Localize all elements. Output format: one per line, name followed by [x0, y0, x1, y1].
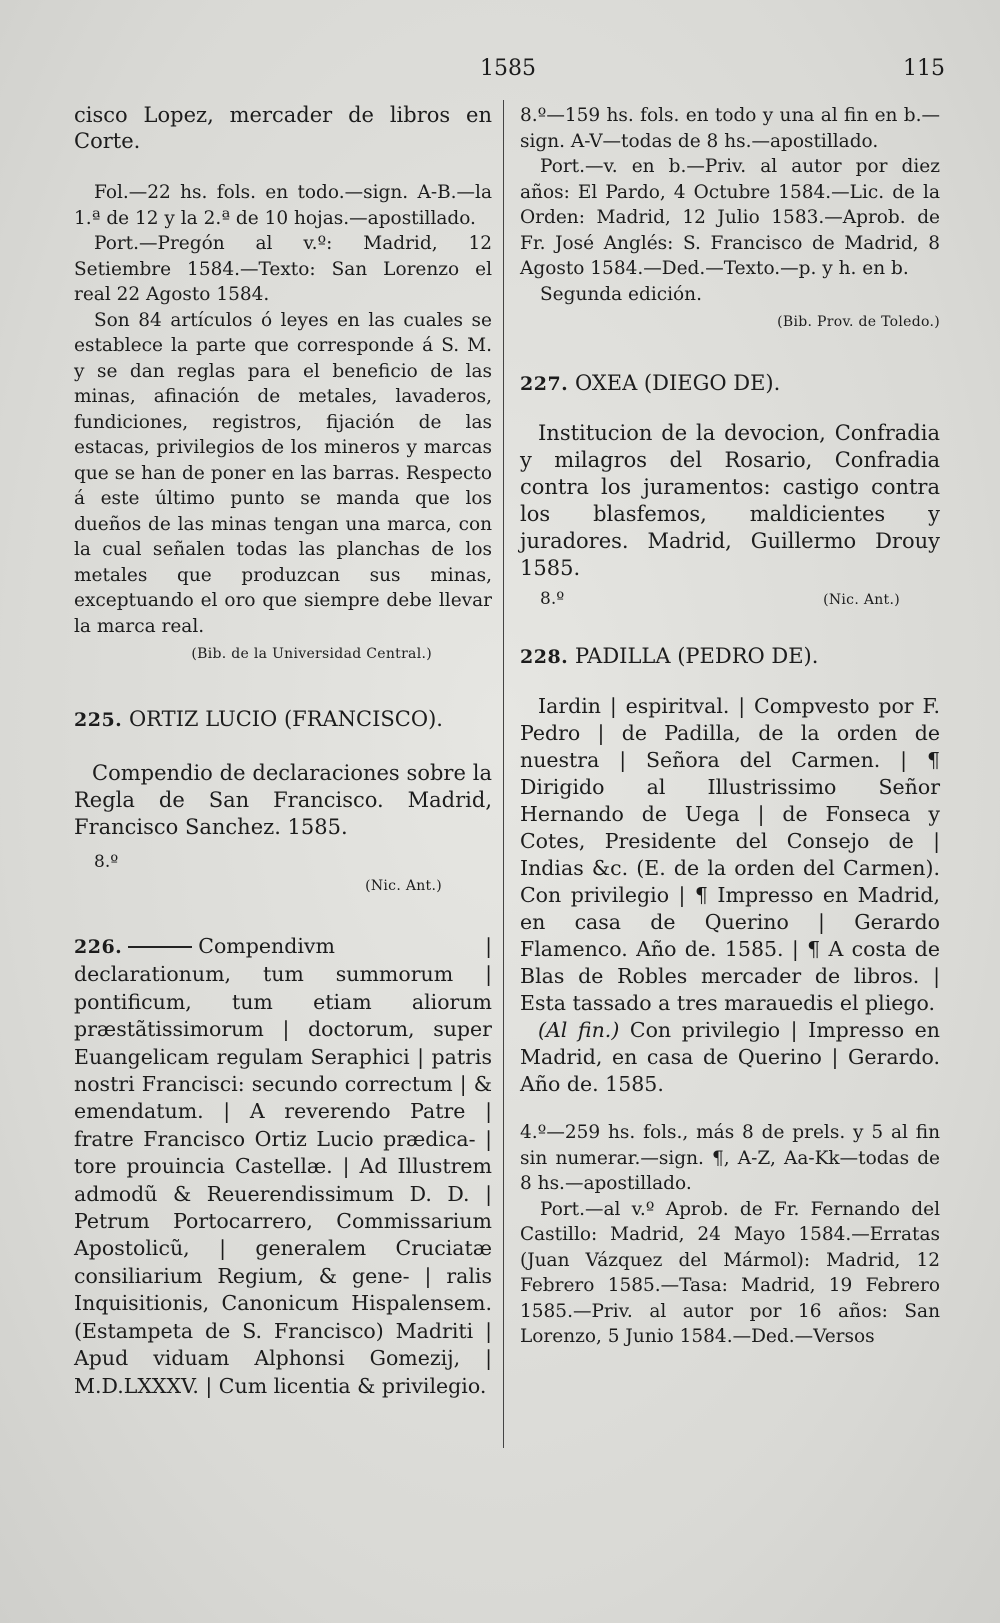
left-column — [74, 103, 492, 1400]
location-note: (Nic. Ant.) — [365, 878, 442, 894]
port-text: Port.—v. en b.—Priv. al autor por diez años: El Pardo, 4 Octubre 1584.—Lic. de la Orden: Madrid, 12 Julio 1583.—Aprob. de Fr. José Anglés: S. Francisco de Madrid, 8 Agosto 1584.—Ded.—Texto.—p. y h. en b. — [520, 156, 940, 279]
page-number: 115 — [903, 56, 945, 81]
continuation-text: cisco Lopez, mercader de libros en Corte. — [74, 103, 492, 153]
summary-text: Son 84 artículos ó leyes en las cuales se establece la parte que corresponde á S. M. y se dan reglas para el beneficio de las minas, afinación de metales, lavaderos, fundiciones, registros, fijación de las estacas, privilegios de los mineros y marcas que se han de poner en las barras. Respecto á este último punto se manda que los dueños de las minas tengan una marca, con la cual señalen todas las planchas de los metales que produzcan sus minas, exceptuando el oro que siempre debe llevar la marca real. — [74, 309, 492, 637]
entry-number: 227. — [520, 373, 569, 395]
location-note: (Nic. Ant.) — [823, 592, 900, 608]
entry-format: 8.º — [94, 852, 119, 872]
entry-number: 226. — [74, 936, 123, 958]
entry-227 — [520, 369, 940, 612]
colophon-label: (Al fin.) — [538, 1018, 620, 1042]
column-divider — [503, 100, 504, 1448]
entry-format-row — [74, 849, 492, 875]
location-note: (Bib. Prov. de Toledo.) — [777, 314, 940, 330]
entry-author: ORTIZ LUCIO (FRANCISCO). — [128, 707, 443, 731]
entry-title: Compendivm | declarationum, tum summorum | pontificum, tum etiam aliorum præstãtissimorum | doctorum, super Euangelicam regulam Seraphici | patris nostri Francisci: secundo correctum | & emendatum. | A reverendo Patre | fratre Francisco Ortiz Lucio prædica- | tore prouincia Castellæ. | Ad Illustrem admodũ & Reuerendissimum D. D. | Petrum Portocarrero, Commissarium Apostolicũ, | generalem Cruciatæ consiliarium Regium, & gene- | ralis Inquisitionis, Canonicum Hispalensem. (Estampeta de S. Francisco) Madriti | Apud viduam Alphonsi Gomezij, | M.D.LXXXV. | Cum licentia & privilegio. — [74, 934, 492, 1398]
header-year: 1585 — [480, 56, 536, 81]
entry-author: PADILLA (PEDRO DE). — [574, 644, 819, 668]
collation-text: Fol.—22 hs. fols. en todo.—sign. A-B.—la 1.ª de 12 y la 2.ª de 10 hojas.—apostillado. — [74, 182, 492, 229]
entry-format: 8.º — [540, 589, 565, 609]
entry-format-row — [520, 586, 940, 612]
entry-heading — [520, 369, 940, 398]
entry-heading — [74, 705, 492, 734]
collation-text: 4.º—259 hs. fols., más 8 de prels. y 5 al fin sin numerar.—sign. ¶, A-Z, Aa-Kk—todas de 8 hs.—apostillado. — [520, 1122, 940, 1194]
entry-title: Institucion de la devocion, Confradia y milagros del Rosario, Confradia contra los juramentos: castigo contra los blasfemos, maldicientes y juradores. Madrid, Guillermo Drouy 1585. — [520, 421, 940, 580]
ditto-dash — [128, 946, 192, 948]
entry-title: Compendio de declaraciones sobre la Regla de San Francisco. Madrid, Francisco Sanchez. 1585. — [74, 761, 492, 839]
colophon-text: Con privilegio | Impresso en Madrid, en casa de Querino | Gerardo. Año de. 1585. — [520, 1018, 940, 1096]
entry-226 — [74, 933, 492, 1400]
port-text: Port.—al v.º Aprob. de Fr. Fernando del Castillo: Madrid, 24 Mayo 1584.—Erratas (Juan Vázquez del Mármol): Madrid, 12 Febrero 1585.—Tasa: Madrid, 19 Febrero 1585.—Priv. al autor por 16 años: San Lorenzo, 5 Junio 1584.—Ded.—Versos — [520, 1198, 940, 1347]
entry-author: OXEA (DIEGO DE). — [574, 371, 781, 395]
entry-text — [74, 933, 492, 1400]
colophon — [520, 1017, 940, 1098]
right-column — [520, 103, 940, 1350]
entry-225 — [74, 705, 492, 897]
entry-heading — [520, 642, 940, 671]
location-note: (Bib. de la Universidad Central.) — [191, 646, 432, 662]
running-header — [0, 56, 1000, 90]
entry-number: 225. — [74, 709, 123, 731]
entry-number: 228. — [520, 646, 569, 668]
entry-228 — [520, 642, 940, 1350]
entry-title: Iardin | espiritval. | Compvesto por F. Pedro | de Padilla, de la orden de nuestra | Señora del Carmen. | ¶ Dirigido al Illustrissimo Señor Hernando de Uega | de Fonseca y Cotes, Presidente del Consejo de | Indias &c. (E. de la orden del Carmen). Con privilegio | ¶ Impresso en Madrid, en casa de Querino | Gerardo Flamenco. Año de. 1585. | ¶ A costa de Blas de Robles mercader de libros. | Esta tassado a tres marauedis el pliego. — [520, 694, 940, 1015]
edition-note: Segunda edición. — [540, 283, 702, 305]
port-text: Port.—Pregón al v.º: Madrid, 12 Setiembre 1584.—Texto: San Lorenzo el real 22 Agosto 1584. — [74, 233, 492, 305]
collation-text: 8.º—159 hs. fols. en todo y una al fin en b.—sign. A-V—todas de 8 hs.—apostillado. — [520, 105, 940, 152]
